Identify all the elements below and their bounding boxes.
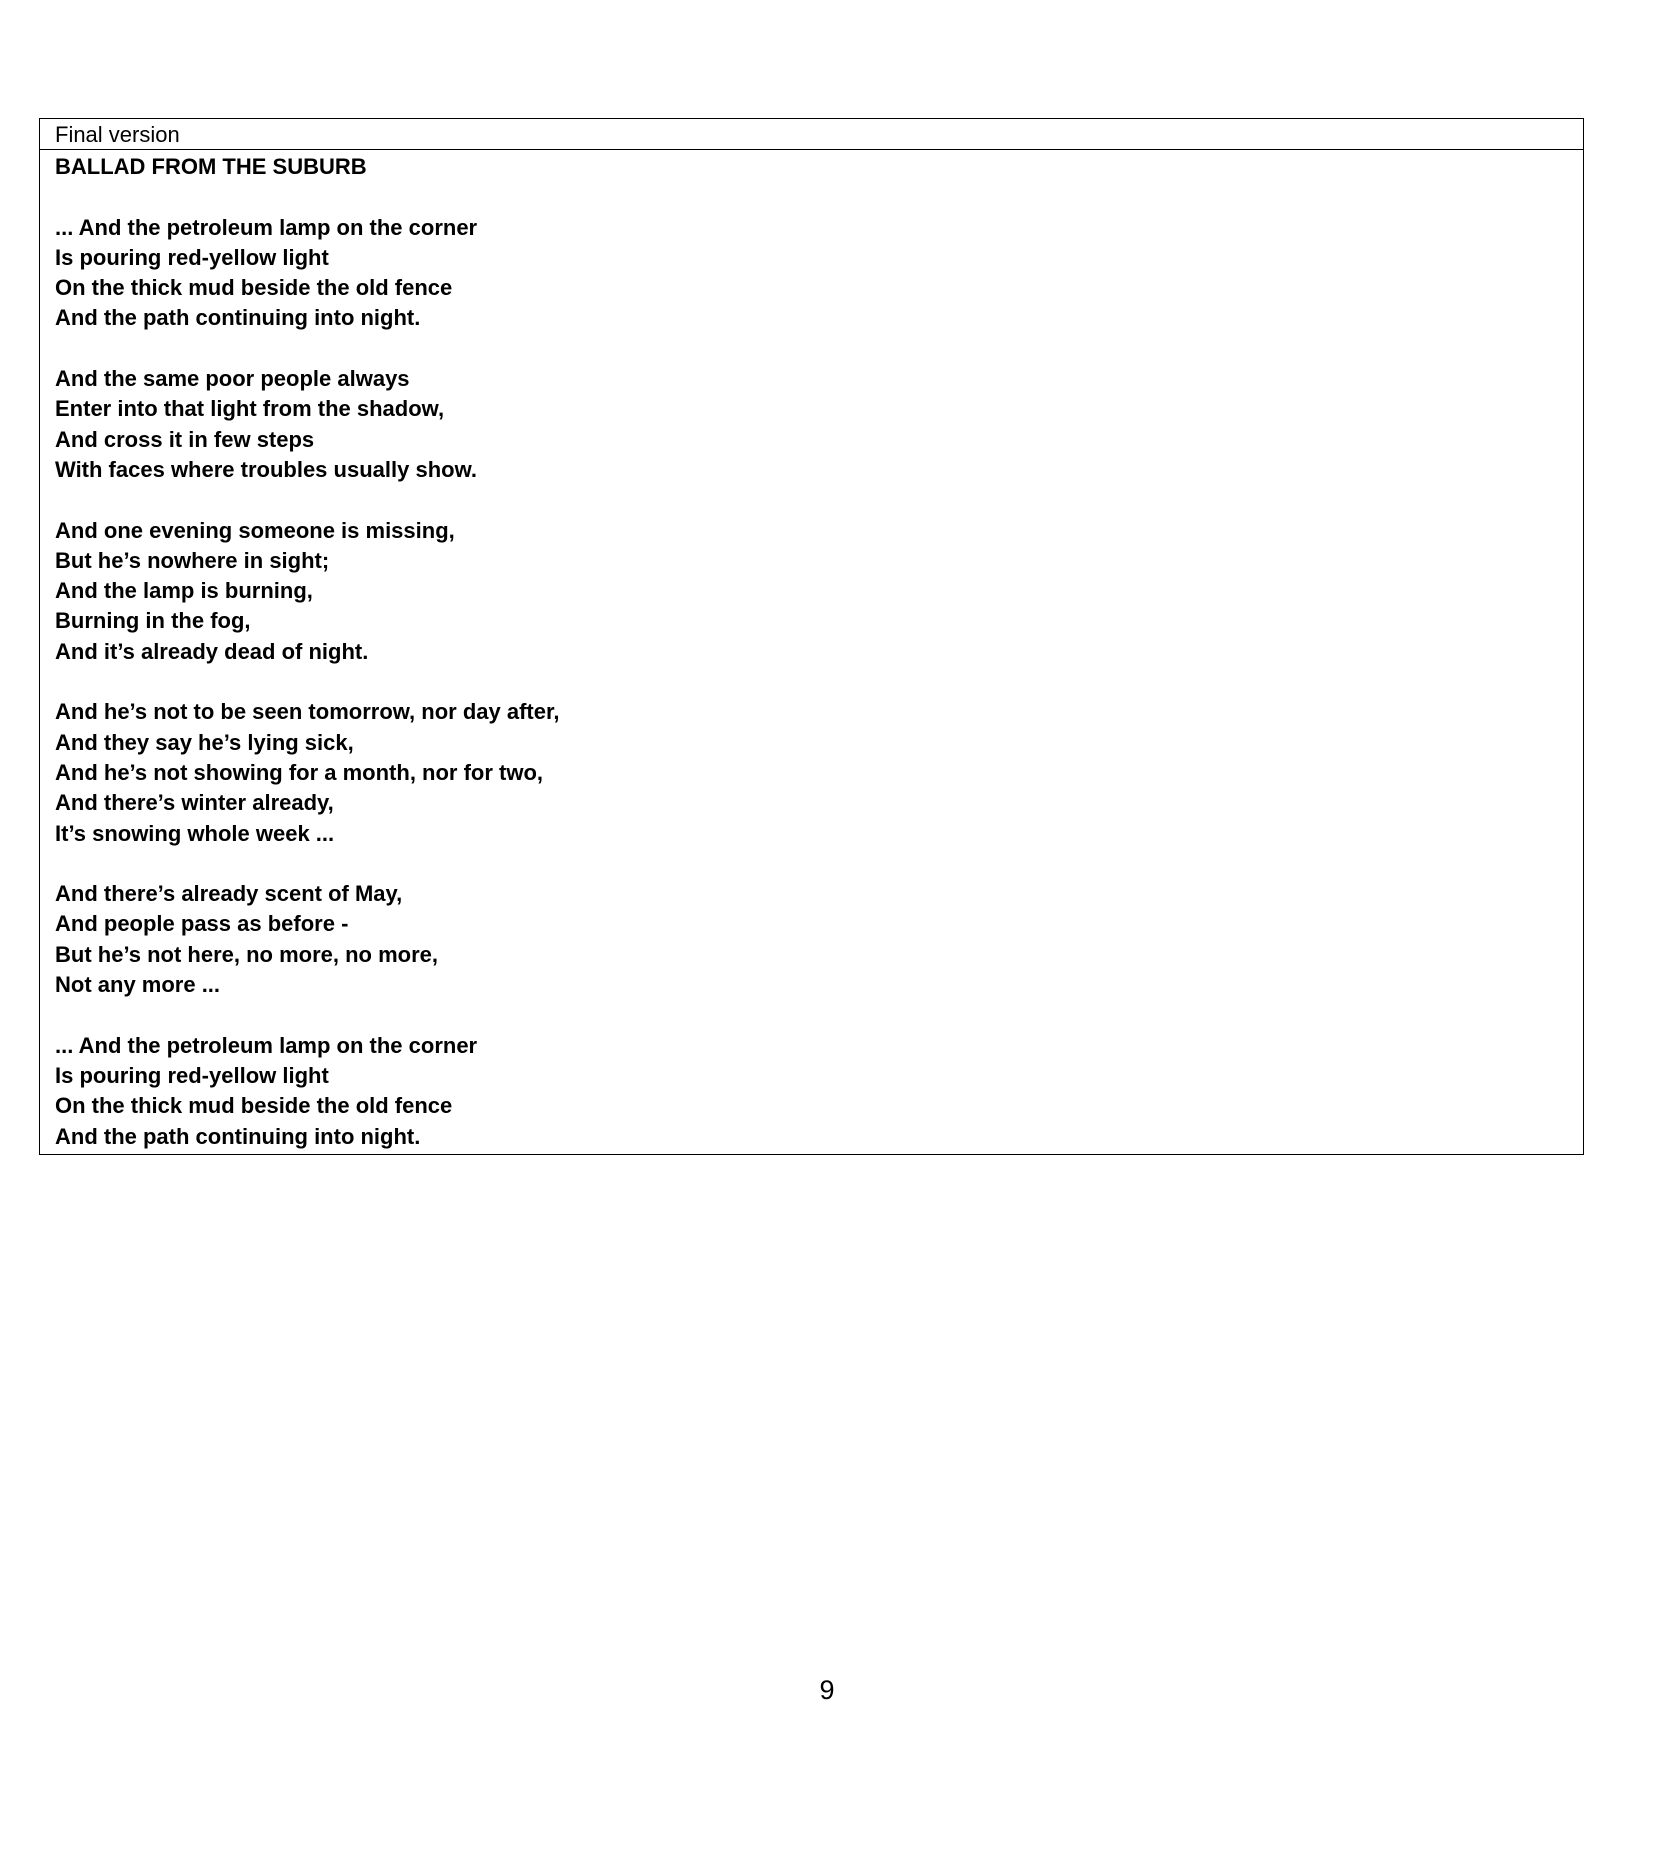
stanza-2 [55, 364, 1568, 485]
poem-line: And the lamp is burning, [55, 578, 313, 604]
poem-line: And the path continuing into night. [55, 1123, 421, 1149]
poem-line: On the thick mud beside the old fence [55, 1093, 453, 1119]
poem-line: And the same poor people always [55, 366, 410, 392]
poem-line: It’s snowing whole week ... [55, 820, 335, 846]
poem-line: But he’s nowhere in sight; [55, 547, 330, 573]
page-number: 9 [819, 1675, 835, 1705]
poem-line: And the path continuing into night. [55, 305, 421, 331]
poem-line: ... And the petroleum lamp on the corner [55, 1032, 478, 1058]
poem-line: And people pass as before - [55, 911, 349, 937]
poem-line: And cross it in few steps [55, 426, 315, 452]
table-header-cell: Final version [40, 119, 1583, 150]
poem-line: Is pouring red-yellow light [55, 244, 329, 270]
stanza-4 [55, 697, 1568, 848]
poem-title: BALLAD FROM THE SUBURB [55, 154, 367, 179]
stanza-3 [55, 516, 1568, 667]
version-table [39, 118, 1584, 1155]
poem-line: With faces where troubles usually show. [55, 456, 477, 482]
poem-line: And it’s already dead of night. [55, 638, 369, 664]
stanza-1 [55, 213, 1568, 334]
poem-cell [40, 150, 1583, 1154]
poem-line: Is pouring red-yellow light [55, 1062, 329, 1088]
poem-line: And there’s winter already, [55, 790, 334, 816]
poem-line: And he’s not showing for a month, nor for two, [55, 759, 544, 785]
poem-line: And they say he’s lying sick, [55, 729, 354, 755]
poem-line: And he’s not to be seen tomorrow, nor day after, [55, 699, 560, 725]
stanza-5 [55, 879, 1568, 1000]
poem-line: But he’s not here, no more, no more, [55, 941, 439, 967]
poem-line: And there’s already scent of May, [55, 881, 403, 907]
poem-line: ... And the petroleum lamp on the corner [55, 214, 478, 240]
poem-line: Enter into that light from the shadow, [55, 396, 445, 422]
stanza-6 [55, 1031, 1568, 1152]
poem-line: Not any more ... [55, 972, 221, 998]
poem-line: And one evening someone is missing, [55, 517, 455, 543]
poem-line: Burning in the fog, [55, 608, 251, 634]
poem-line: On the thick mud beside the old fence [55, 275, 453, 301]
